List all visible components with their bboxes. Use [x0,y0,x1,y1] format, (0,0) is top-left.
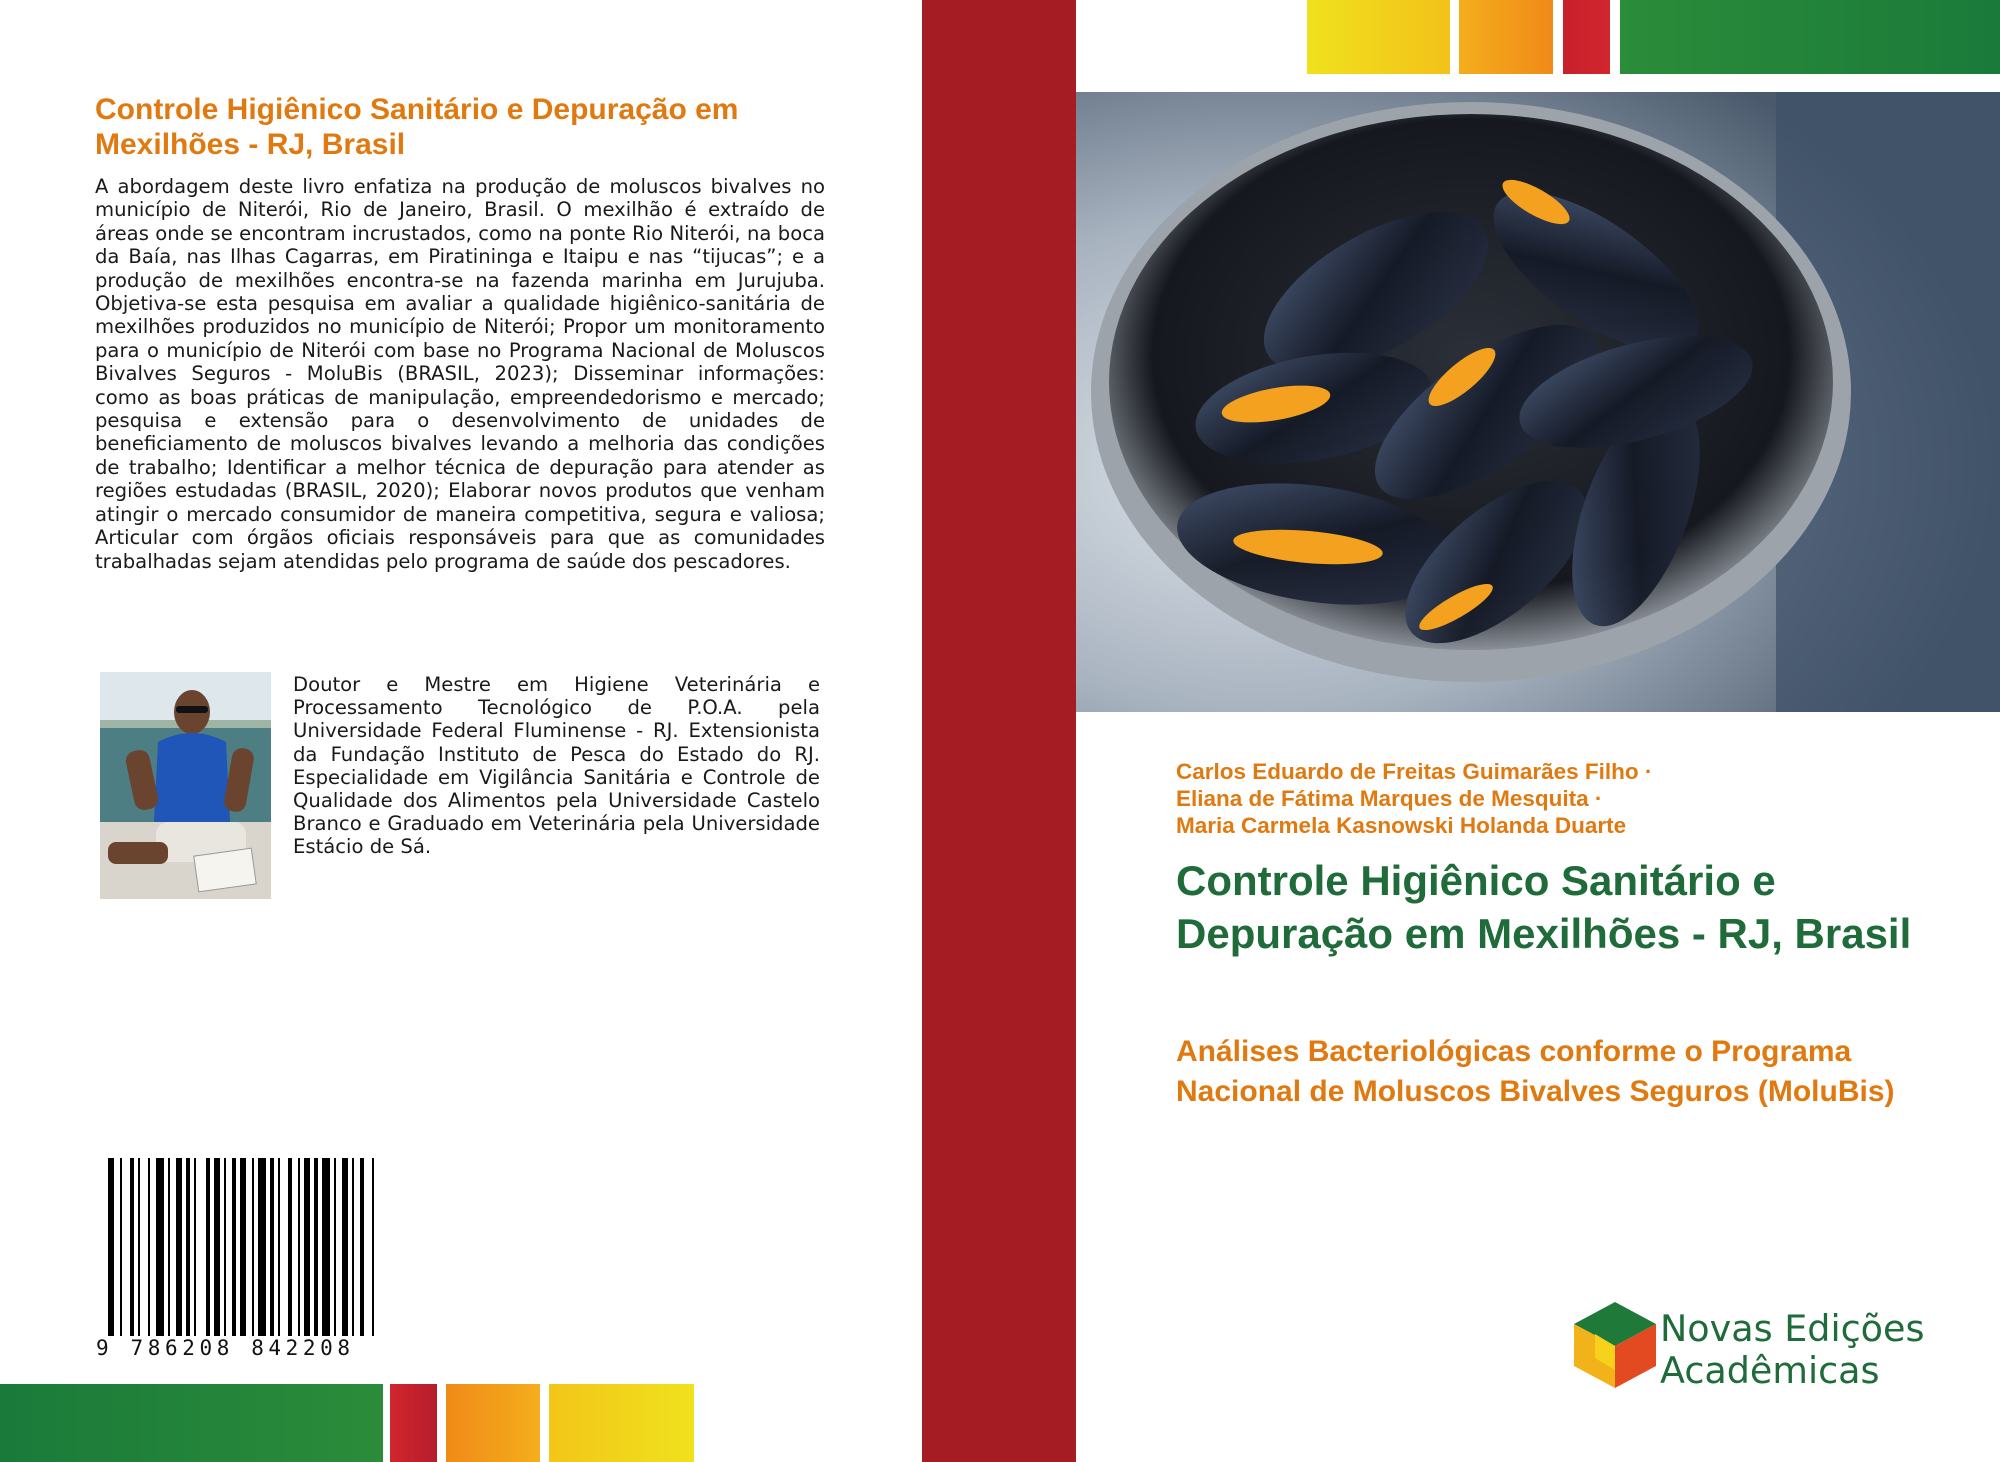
publisher-line-1: Novas Edições [1660,1307,1925,1350]
front-cover-subtitle: Análises Bacteriológicas conforme o Programa Nacional de Moluscos Bivalves Seguros (MoluBis) [1176,1035,1895,1108]
author-2: Eliana de Fátima Marques de Mesquita · [1176,786,1603,811]
top-red-strip [1563,0,1610,74]
green-strip [0,1384,383,1462]
book-spine [922,0,1076,1462]
publisher-logo-icon [1570,1300,1660,1390]
back-cover-abstract: A abordagem deste livro enfatiza na produção de moluscos bivalves no município de Niterói, Rio de Janeiro, Brasil. O mexilhão é extraído de áreas onde se encontram incrustados, como na ponte Rio Niterói, na boca da Baía, nas Ilhas Cagarras, em Piratininga e Itaipu e nas “tijucas”; e a produção de mexilhões encontra-se na fazenda marinha em Jurujuba. Objetiva-se esta pesquisa em avaliar a qualidade higiênico-sanitária de mexilhões produzidos no município de Niterói; Propor um monitoramento para o município de Niterói com base no Programa Nacional de Moluscos Bivalves Seguros - MoluBis (BRASIL, 2023); Disseminar informações: como as boas práticas de manipulação, empreendedorismo e mercado; pesquisa e extensão para o desenvolvimento de unidades de beneficiamento de moluscos bivalves levando a melhoria das condições de trabalho; Identificar a melhor técnica de depuração para atender as regiões estudadas (BRASIL, 2020); Elaborar novos produtos que venham atingir o mercado consumidor de maneira competitiva, segura e valiosa; Articular com órgãos oficiais responsáveis para que as comunidades trabalhadas sejam atendidas pelo programa de saúde dos pescadores. [95,175,825,573]
top-orange-strip [1459,0,1553,74]
author-photo [100,672,271,899]
orange-strip [446,1384,540,1462]
isbn-digits: 9 786208 842208 [96,1336,355,1360]
front-cover-title: Controle Higiênico Sanitário e Depuração em Mexilhões - RJ, Brasil [1176,857,1912,957]
publisher-line-2: Acadêmicas [1660,1349,1880,1392]
back-cover-title: Controle Higiênico Sanitário e Depuração em Mexilhões - RJ, Brasil [95,93,739,161]
author-3: Maria Carmela Kasnowski Holanda Duarte [1176,813,1627,838]
author-bio: Doutor e Mestre em Higiene Veterinária e Processamento Tecnológico de P.O.A. pela Universidade Federal Fluminense - RJ. Extensionista da Fundação Instituto de Pesca do Estado do RJ. Especialidade em Vigilância Sanitária e Controle de Qualidade dos Alimentos pela Universidade Castelo Branco e Graduado em Veterinária pela Universidade Estácio de Sá. [293,673,820,859]
mussel-pot-illustration [1076,92,2000,712]
front-authors [1176,758,1936,839]
cover-photo-mussels [1076,92,2000,712]
author-photo-illustration [100,672,271,899]
back-cover [0,0,922,1462]
top-green-strip [1620,0,2000,74]
yellow-strip [549,1384,694,1462]
top-yellow-strip [1307,0,1450,74]
author-1: Carlos Eduardo de Freitas Guimarães Filho · [1176,759,1653,784]
publisher-name [1660,1308,1924,1392]
barcode-icon [108,1158,432,1350]
red-strip [390,1384,437,1462]
